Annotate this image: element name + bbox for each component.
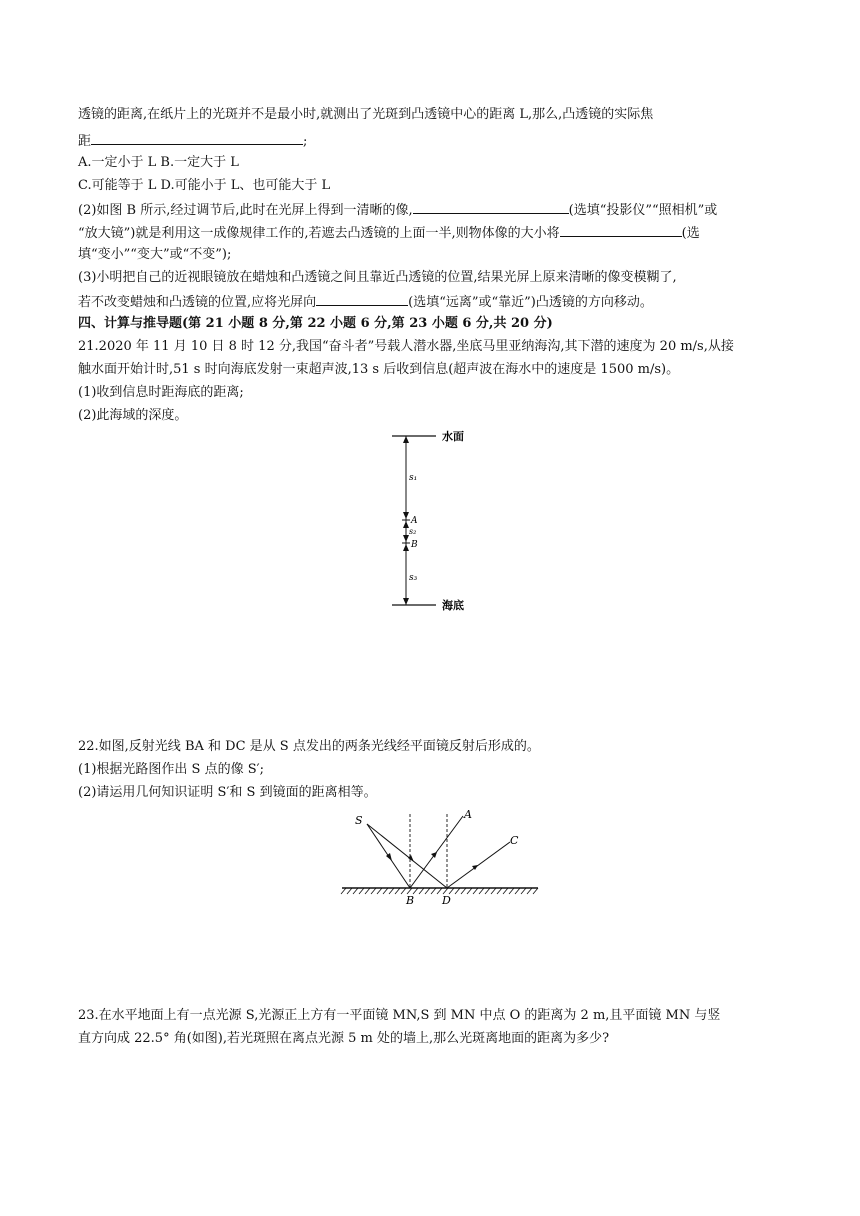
section-title: 四、计算与推导题(第 21 小题 8 分,第 22 小题 6 分,第 23 小题 6 分,共 20 分) [78, 316, 553, 331]
q21-text-line1: 21.2020 年 11 月 10 日 8 时 12 分,我国“奋斗者”号载人潜水器,坐底马里亚纳海沟,其下潜的速度为 20 m/s,从接 [78, 339, 734, 354]
q20-part3-suffix: (选填“远离”或“靠近”)凸透镜的方向移动。 [408, 295, 653, 310]
q20-part2-suffix: (选填“投影仪”“照相机”或 [568, 203, 718, 218]
q20-part3-prefix: 若不改变蜡烛和凸透镜的位置,应将光屏向 [78, 295, 317, 310]
water-surface-label: 水面 [442, 430, 464, 443]
q20-text-line1: 透镜的距离,在纸片上的光斑并不是最小时,就测出了光斑到凸透镜中心的距离 L,那么,凸透镜的实际焦 [78, 107, 654, 122]
point-a-label: A [411, 516, 418, 526]
q20-line2-prefix: 距 [78, 134, 92, 149]
q22-text-line1: 22.如图,反射光线 BA 和 DC 是从 S 点发出的两条光线经平面镜反射后形成的。 [78, 739, 540, 754]
q20-options-ab: A.一定小于 L B.一定大于 L [78, 155, 239, 170]
s1-label: s₁ [409, 473, 418, 483]
point-d-label: D [442, 894, 451, 907]
q20-part2-line1 [78, 199, 717, 221]
q22-part2: (2)请运用几何知识证明 S′和 S 到镜面的距离相等。 [78, 785, 377, 800]
sea-floor-label: 海底 [442, 599, 464, 612]
q20-part3-line1: (3)小明把自己的近视眼镜放在蜡烛和凸透镜之间且靠近凸透镜的位置,结果光屏上原来清晰的像变模糊了, [78, 270, 677, 285]
q23-text-line2: 直方向成 22.5° 角(如图),若光斑照在离点光源 5 m 处的墙上,那么光斑离地面的距离为多少? [78, 1031, 610, 1046]
answer-blank-device[interactable] [413, 199, 569, 214]
q21-part2: (2)此海域的深度。 [78, 408, 188, 423]
q20-options-cd: C.可能等于 L D.可能小于 L、也可能大于 L [78, 178, 331, 193]
source-s-label: S [355, 814, 363, 827]
q21-depth-figure [380, 425, 500, 620]
q20-part2-line2-suffix: (选 [681, 226, 700, 241]
point-a-label: A [464, 808, 472, 821]
answer-blank-focal[interactable] [91, 130, 303, 145]
q21-part1: (1)收到信息时距海底的距离; [78, 385, 244, 400]
answer-blank-size[interactable] [560, 222, 682, 237]
q23-text-line1: 23.在水平地面上有一点光源 S,光源正上方有一平面镜 MN,S 到 MN 中点 O 的距离为 2 m,且平面镜 MN 与竖 [78, 1008, 721, 1023]
q22-mirror-figure [340, 808, 540, 908]
point-c-label: C [510, 834, 519, 847]
q20-part2-line2-prefix: “放大镜”)就是利用这一成像规律工作的,若遮去凸透镜的上面一半,则物体像的大小将 [78, 226, 560, 241]
point-b-label: B [411, 540, 418, 550]
q20-part2-line2 [78, 222, 700, 244]
point-b-label: B [406, 894, 415, 907]
q20-line2-suffix: ; [303, 134, 308, 149]
answer-blank-direction[interactable] [316, 291, 408, 306]
q20-part2-prefix: (2)如图 B 所示,经过调节后,此时在光屏上得到一清晰的像, [78, 203, 413, 218]
s2-label: s₂ [409, 527, 417, 536]
q20-text-line2 [78, 130, 307, 152]
q20-part3-line2 [78, 291, 653, 313]
s3-label: s₃ [409, 573, 418, 583]
q21-text-line2: 触水面开始计时,51 s 时向海底发射一束超声波,13 s 后收到信息(超声波在海水中的速度是 1500 m/s)。 [78, 362, 680, 377]
q22-part1: (1)根据光路图作出 S 点的像 S′; [78, 762, 264, 777]
q20-part2-line3: 填“变小”“变大”或“不变”); [78, 247, 232, 262]
